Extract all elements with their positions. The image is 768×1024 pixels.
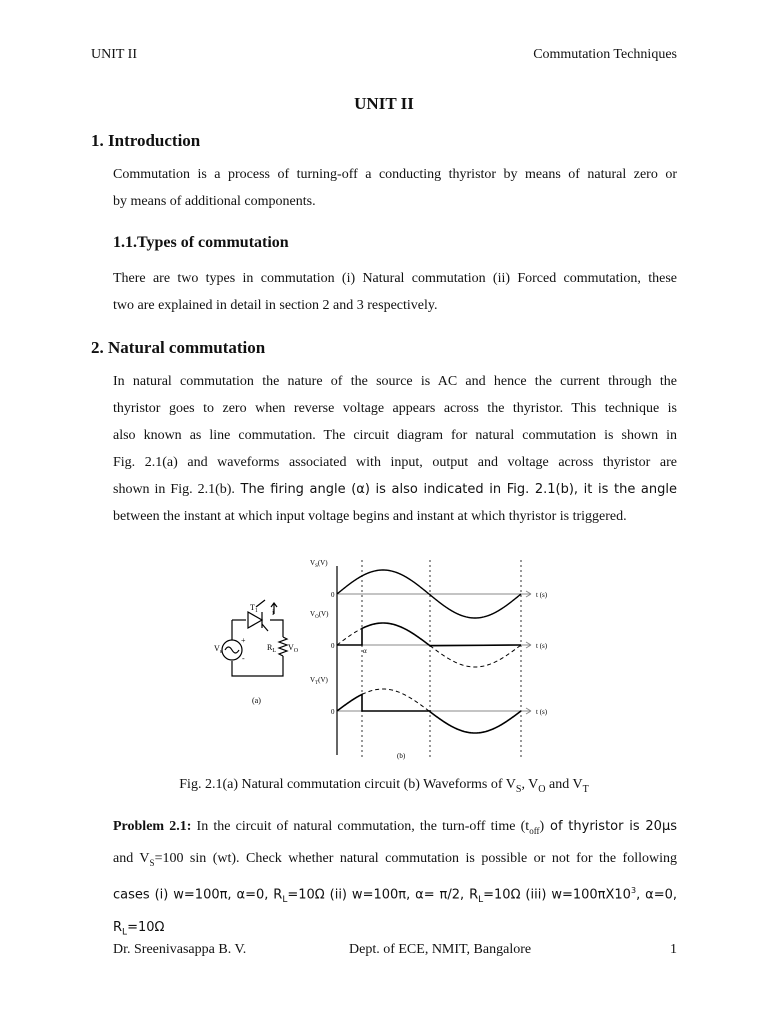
text-line: There are two types in commutation (i) Natural commutation (ii) Forced commutation, these: [113, 271, 677, 286]
running-header-unit: UNIT II: [91, 47, 138, 62]
text-segment: ): [539, 819, 545, 834]
page-title: UNIT II: [354, 94, 414, 113]
footer-author: Dr. Sreenivasappa B. V.: [113, 942, 247, 957]
heading-natural-commutation: 2. Natural commutation: [91, 338, 266, 357]
text-line: also known as line commutation. The circuit diagram for natural commutation is shown in: [113, 428, 677, 443]
caption-subscript: T: [582, 783, 589, 795]
caption-subscript: O: [538, 783, 546, 795]
current-label: i: [272, 608, 275, 617]
zero-label: 0: [331, 642, 335, 650]
footer-page-number: 1: [670, 942, 677, 957]
caption-text: and V: [545, 777, 583, 792]
text-line: In natural commutation the nature of the source is AC and hence the current through the: [113, 374, 677, 389]
resistor-label: $R_L$: [267, 643, 277, 654]
text-segment: , α=0,: [636, 886, 677, 902]
text-line: Fig. 2.1(a) and waveforms associated with input, output and voltage across thyristor are: [113, 455, 677, 470]
text-line: thyristor goes to zero when reverse voltage appears across the thyristor. This technique is: [113, 401, 677, 416]
text-segment: In the circuit of natural commutation, the turn-off time (t: [191, 819, 530, 834]
text-line: [113, 877, 677, 914]
text-segment: and V: [113, 850, 150, 866]
caption-subscript: S: [515, 783, 522, 795]
time-label: t (s): [536, 642, 548, 650]
text-line: [113, 845, 677, 877]
text-segment: =10Ω: [127, 919, 165, 935]
source-label: $V_s$: [214, 644, 223, 655]
text-segment: =100 sin (wt). Check whether natural commutation is possible or not for the following: [154, 850, 677, 866]
vo-waveform: [337, 623, 521, 646]
superscript: 3: [630, 885, 637, 895]
vs-axis-label: $V_S(V)$: [310, 559, 328, 569]
time-label: t (s): [536, 591, 548, 599]
waveform-plot: [337, 560, 531, 760]
zero-label: 0: [331, 708, 335, 716]
text-segment: =10Ω (ii) w=100π, α= π/2, R: [287, 886, 479, 902]
figure-natural-commutation: [200, 550, 560, 765]
vt-dashed-envelope: [362, 689, 430, 712]
zero-label: 0: [331, 591, 335, 599]
output-voltage-label: $V_O$: [288, 643, 299, 654]
subscript: L: [122, 927, 128, 938]
problem-2-1: [113, 813, 677, 946]
vt-axis-label: $V_T(V)$: [310, 676, 328, 686]
text-line: two are explained in detail in section 2 and 3 respectively.: [113, 298, 438, 313]
alpha-label: α: [363, 647, 367, 655]
thyristor-symbol: [248, 612, 262, 628]
text-line: by means of additional components.: [113, 194, 316, 209]
text-segment: The firing angle (α) is also indicated in Fig. 2.1(b), it is the angle: [234, 482, 677, 497]
text-segment: R: [113, 919, 123, 935]
subfigure-label-b: (b): [397, 752, 406, 760]
subfigure-label-a: (a): [252, 696, 261, 705]
plus-sign: +: [241, 636, 246, 645]
text-segment: cases (i) w=100π, α=0, R: [113, 886, 283, 902]
heading-types-of-commutation: 1.1.Types of commutation: [113, 234, 289, 251]
paragraph-introduction: [113, 161, 677, 215]
running-header-topic: Commutation Techniques: [533, 47, 677, 62]
text-segment: =10Ω (iii) w=100πX10: [483, 886, 631, 902]
paragraph-natural: [113, 368, 677, 530]
text-segment: shown in Fig. 2.1(b).: [113, 482, 235, 497]
text-line: between the instant at which input voltage begins and instant at which thyristor is triggered.: [113, 509, 627, 524]
vo-axis-label: $V_O(V)$: [310, 610, 329, 620]
text-line: [113, 476, 677, 503]
caption-text: Fig. 2.1(a) Natural commutation circuit (b) Waveforms of V: [179, 777, 516, 792]
thyristor-label: $T_1$: [250, 603, 258, 614]
subscript: off: [529, 825, 540, 836]
caption-text: , V: [521, 777, 539, 792]
subscript: L: [478, 894, 484, 905]
text-segment: of thyristor is 20μs: [544, 819, 678, 834]
vt-waveform: [337, 694, 521, 733]
figure-caption: [0, 777, 768, 795]
footer-department: Dept. of ECE, NMIT, Bangalore: [349, 942, 532, 957]
heading-introduction: 1. Introduction: [91, 131, 201, 150]
paragraph-types: [113, 265, 677, 319]
minus-sign: -: [242, 654, 245, 663]
time-label: t (s): [536, 708, 548, 716]
text-line: Commutation is a process of turning-off a conducting thyristor by means of natural zero or: [113, 167, 677, 182]
subscript: L: [282, 894, 288, 905]
subscript: S: [149, 857, 155, 868]
problem-label: Problem 2.1:: [113, 819, 192, 834]
text-line: [113, 813, 677, 845]
